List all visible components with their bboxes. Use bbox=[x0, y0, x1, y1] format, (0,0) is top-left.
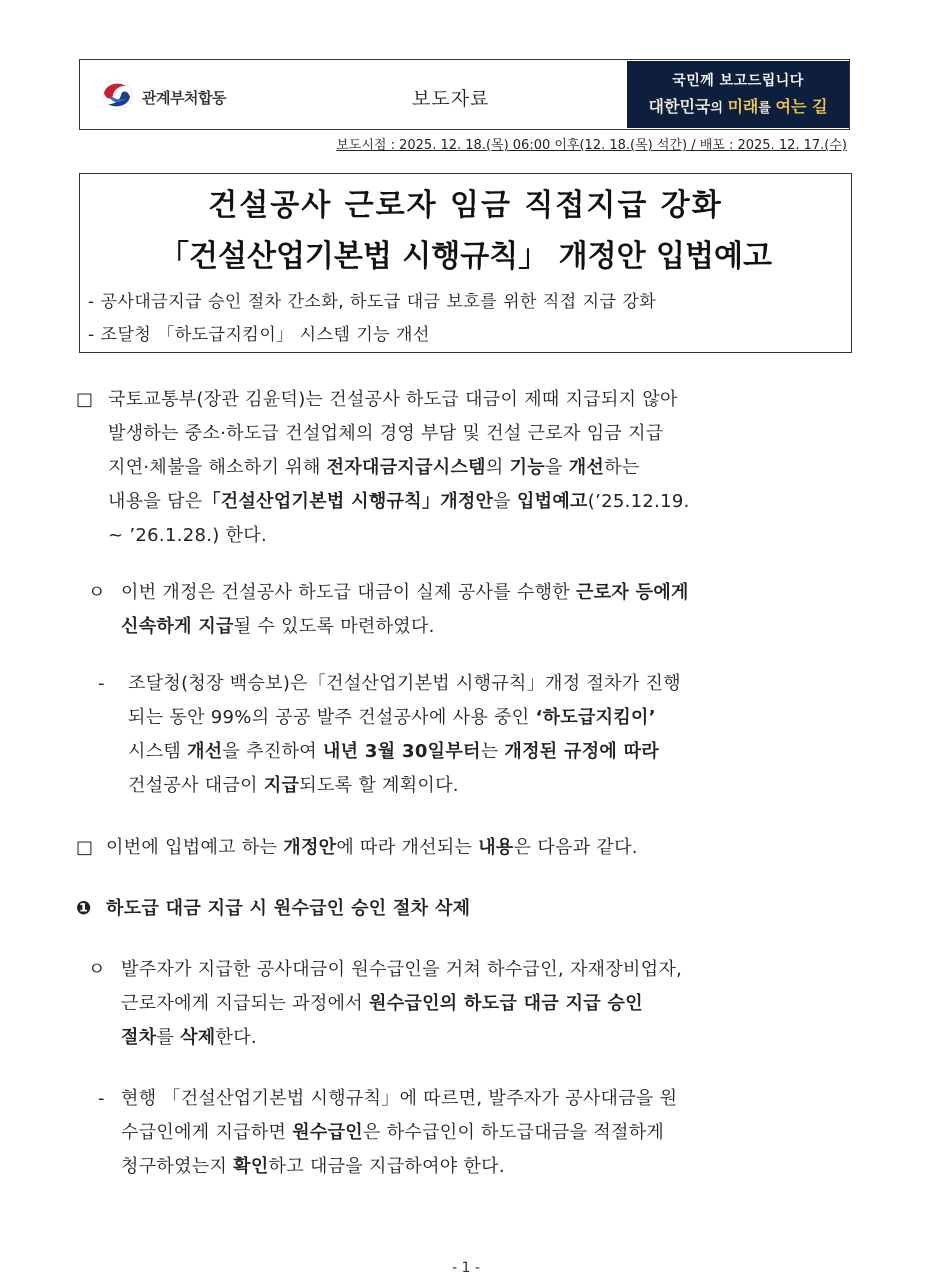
text: 내용을 담은 bbox=[108, 491, 203, 512]
text-line bbox=[128, 769, 853, 803]
text: 은 다음과 같다. bbox=[513, 837, 638, 858]
text-line bbox=[121, 1116, 853, 1150]
text-line: 국토교통부(장관 김윤덕)는 건설공사 하도급 대금이 제때 지급되지 않아 bbox=[108, 389, 678, 410]
text-line bbox=[121, 987, 853, 1021]
text: 에 따라 개선되는 bbox=[336, 837, 479, 858]
text: 이번 개정은 건설공사 하도급 대금이 실제 공사를 수행한 bbox=[121, 582, 576, 603]
text: 지연·체불을 해소하기 위해 bbox=[108, 457, 327, 478]
bold-text: 내년 3월 30일부터 bbox=[322, 741, 481, 762]
bold-text: 지급 bbox=[263, 775, 300, 796]
bullet-circle: ㅇ bbox=[88, 582, 106, 603]
text-line bbox=[121, 576, 853, 610]
banner-word: 미래 bbox=[727, 97, 759, 116]
bold-text: 개선 bbox=[187, 741, 223, 762]
text: 은 하수급인이 하도급대금을 적절하게 bbox=[363, 1122, 665, 1143]
bold-text: 기능 bbox=[509, 457, 545, 478]
text: 이번에 입법예고 하는 bbox=[106, 837, 284, 858]
text-line bbox=[121, 1021, 853, 1055]
text: 수급인에게 지급하면 bbox=[121, 1122, 293, 1143]
text-line bbox=[121, 610, 853, 644]
text: 하는 bbox=[604, 457, 640, 478]
banner-word: 여는 길 bbox=[775, 97, 828, 116]
section-number: ❶ bbox=[76, 898, 92, 919]
subtitle-1: - 공사대금지급 승인 절차 간소화, 하도급 대금 보호를 위한 직접 지급 강화 bbox=[88, 292, 657, 312]
page-number: - 1 - bbox=[452, 1260, 480, 1276]
text: 되도록 할 계획이다. bbox=[299, 775, 459, 796]
paragraph-1 bbox=[108, 383, 853, 553]
doc-type: 보도자료 bbox=[412, 88, 490, 110]
text-line: 발주자가 지급한 공사대금이 원수급인을 거쳐 하수급인, 자재장비업자, bbox=[121, 959, 683, 980]
text: 을 추진하여 bbox=[222, 741, 323, 762]
bold-text: 삭제 bbox=[180, 1027, 216, 1048]
paragraph-2 bbox=[121, 576, 853, 644]
banner-line1: 국민께 보고드립니다 bbox=[672, 73, 804, 89]
bold-text: 입법예고 bbox=[516, 491, 588, 512]
text: 한다. bbox=[215, 1027, 257, 1048]
bullet-dash: - bbox=[98, 673, 105, 694]
bold-text: 「건설산업기본법 시행규칙」개정안 bbox=[202, 491, 494, 512]
bullet-square: □ bbox=[76, 837, 94, 858]
text-line bbox=[128, 735, 853, 769]
text: 는 bbox=[480, 741, 505, 762]
text: 하고 대금을 지급하여야 한다. bbox=[268, 1156, 505, 1177]
paragraph-5 bbox=[121, 953, 853, 1055]
text: 의 bbox=[485, 457, 510, 478]
bold-text: 내용 bbox=[478, 837, 514, 858]
slogan-banner bbox=[627, 61, 849, 128]
banner-word: 를 bbox=[758, 101, 776, 116]
bold-text: 근로자 등에게 bbox=[576, 582, 689, 603]
bold-text: 신속하게 지급 bbox=[121, 616, 234, 637]
paragraph-6 bbox=[121, 1082, 853, 1184]
text: 근로자에게 지급되는 과정에서 bbox=[121, 993, 370, 1014]
title-box bbox=[79, 173, 852, 353]
banner-word: 대한민국 bbox=[648, 97, 711, 116]
text: 청구하였는지 bbox=[121, 1156, 234, 1177]
text: 되는 동안 99%의 공공 발주 건설공사에 사용 중인 bbox=[128, 707, 536, 728]
paragraph-4 bbox=[106, 831, 851, 865]
text-line: 현행 「건설산업기본법 시행규칙」에 따르면, 발주자가 공사대금을 원 bbox=[121, 1088, 678, 1109]
bold-text: 전자대금지급시스템 bbox=[326, 457, 486, 478]
text: (’25.12.19. bbox=[587, 491, 690, 512]
bold-text: 절차 bbox=[121, 1027, 157, 1048]
text: 시스템 bbox=[128, 741, 188, 762]
banner-line2 bbox=[627, 94, 849, 117]
bold-text: 원수급인 bbox=[292, 1122, 363, 1143]
text-line bbox=[121, 1150, 853, 1184]
text: 을 bbox=[544, 457, 569, 478]
bullet-dash: - bbox=[98, 1088, 105, 1109]
government-emblem-icon bbox=[100, 78, 134, 112]
bullet-square: □ bbox=[76, 389, 94, 410]
release-info: 보도시점 : 2025. 12. 18.(목) 06:00 이후(12. 18.(목) 석간) / 배포 : 2025. 12. 17.(수) bbox=[336, 138, 847, 153]
org-name: 관계부처합동 bbox=[142, 89, 226, 107]
bold-text: 확인 bbox=[233, 1156, 269, 1177]
text-line: 조달청(청장 백승보)은「건설산업기본법 시행규칙」개정 절차가 진행 bbox=[128, 673, 681, 694]
subtitle-2: - 조달청 「하도급지킴이」 시스템 기능 개선 bbox=[88, 325, 430, 345]
title-line1: 건설공사 근로자 임금 직접지급 강화 bbox=[208, 188, 723, 223]
text-line: ~ ’26.1.28.) 한다. bbox=[108, 525, 267, 546]
bold-text: 개선 bbox=[568, 457, 605, 478]
paragraph-3 bbox=[128, 667, 853, 803]
section-heading: 하도급 대금 지급 시 원수급인 승인 절차 삭제 bbox=[106, 898, 471, 919]
text: 될 수 있도록 마련하였다. bbox=[233, 616, 435, 637]
bold-text: 개정된 규정에 따라 bbox=[504, 741, 660, 762]
banner-word: 의 bbox=[710, 101, 728, 116]
title-line2: 「건설산업기본법 시행규칙」 개정안 입법예고 bbox=[159, 239, 772, 274]
bold-text: 개정안 bbox=[283, 837, 337, 858]
bold-text: 원수급인의 하도급 대금 지급 승인 bbox=[369, 993, 643, 1014]
bold-text: ‘하도급지킴이’ bbox=[535, 707, 656, 728]
text: 을 bbox=[493, 491, 517, 512]
text-line bbox=[108, 451, 853, 485]
header-box bbox=[79, 59, 850, 130]
text-line: 발생하는 중소·하도급 건설업체의 경영 부담 및 건설 근로자 임금 지급 bbox=[108, 423, 664, 444]
text: 건설공사 대금이 bbox=[128, 775, 264, 796]
bullet-circle: ㅇ bbox=[88, 959, 106, 980]
text-line bbox=[108, 485, 853, 519]
text-line bbox=[128, 701, 853, 735]
text: 를 bbox=[156, 1027, 181, 1048]
